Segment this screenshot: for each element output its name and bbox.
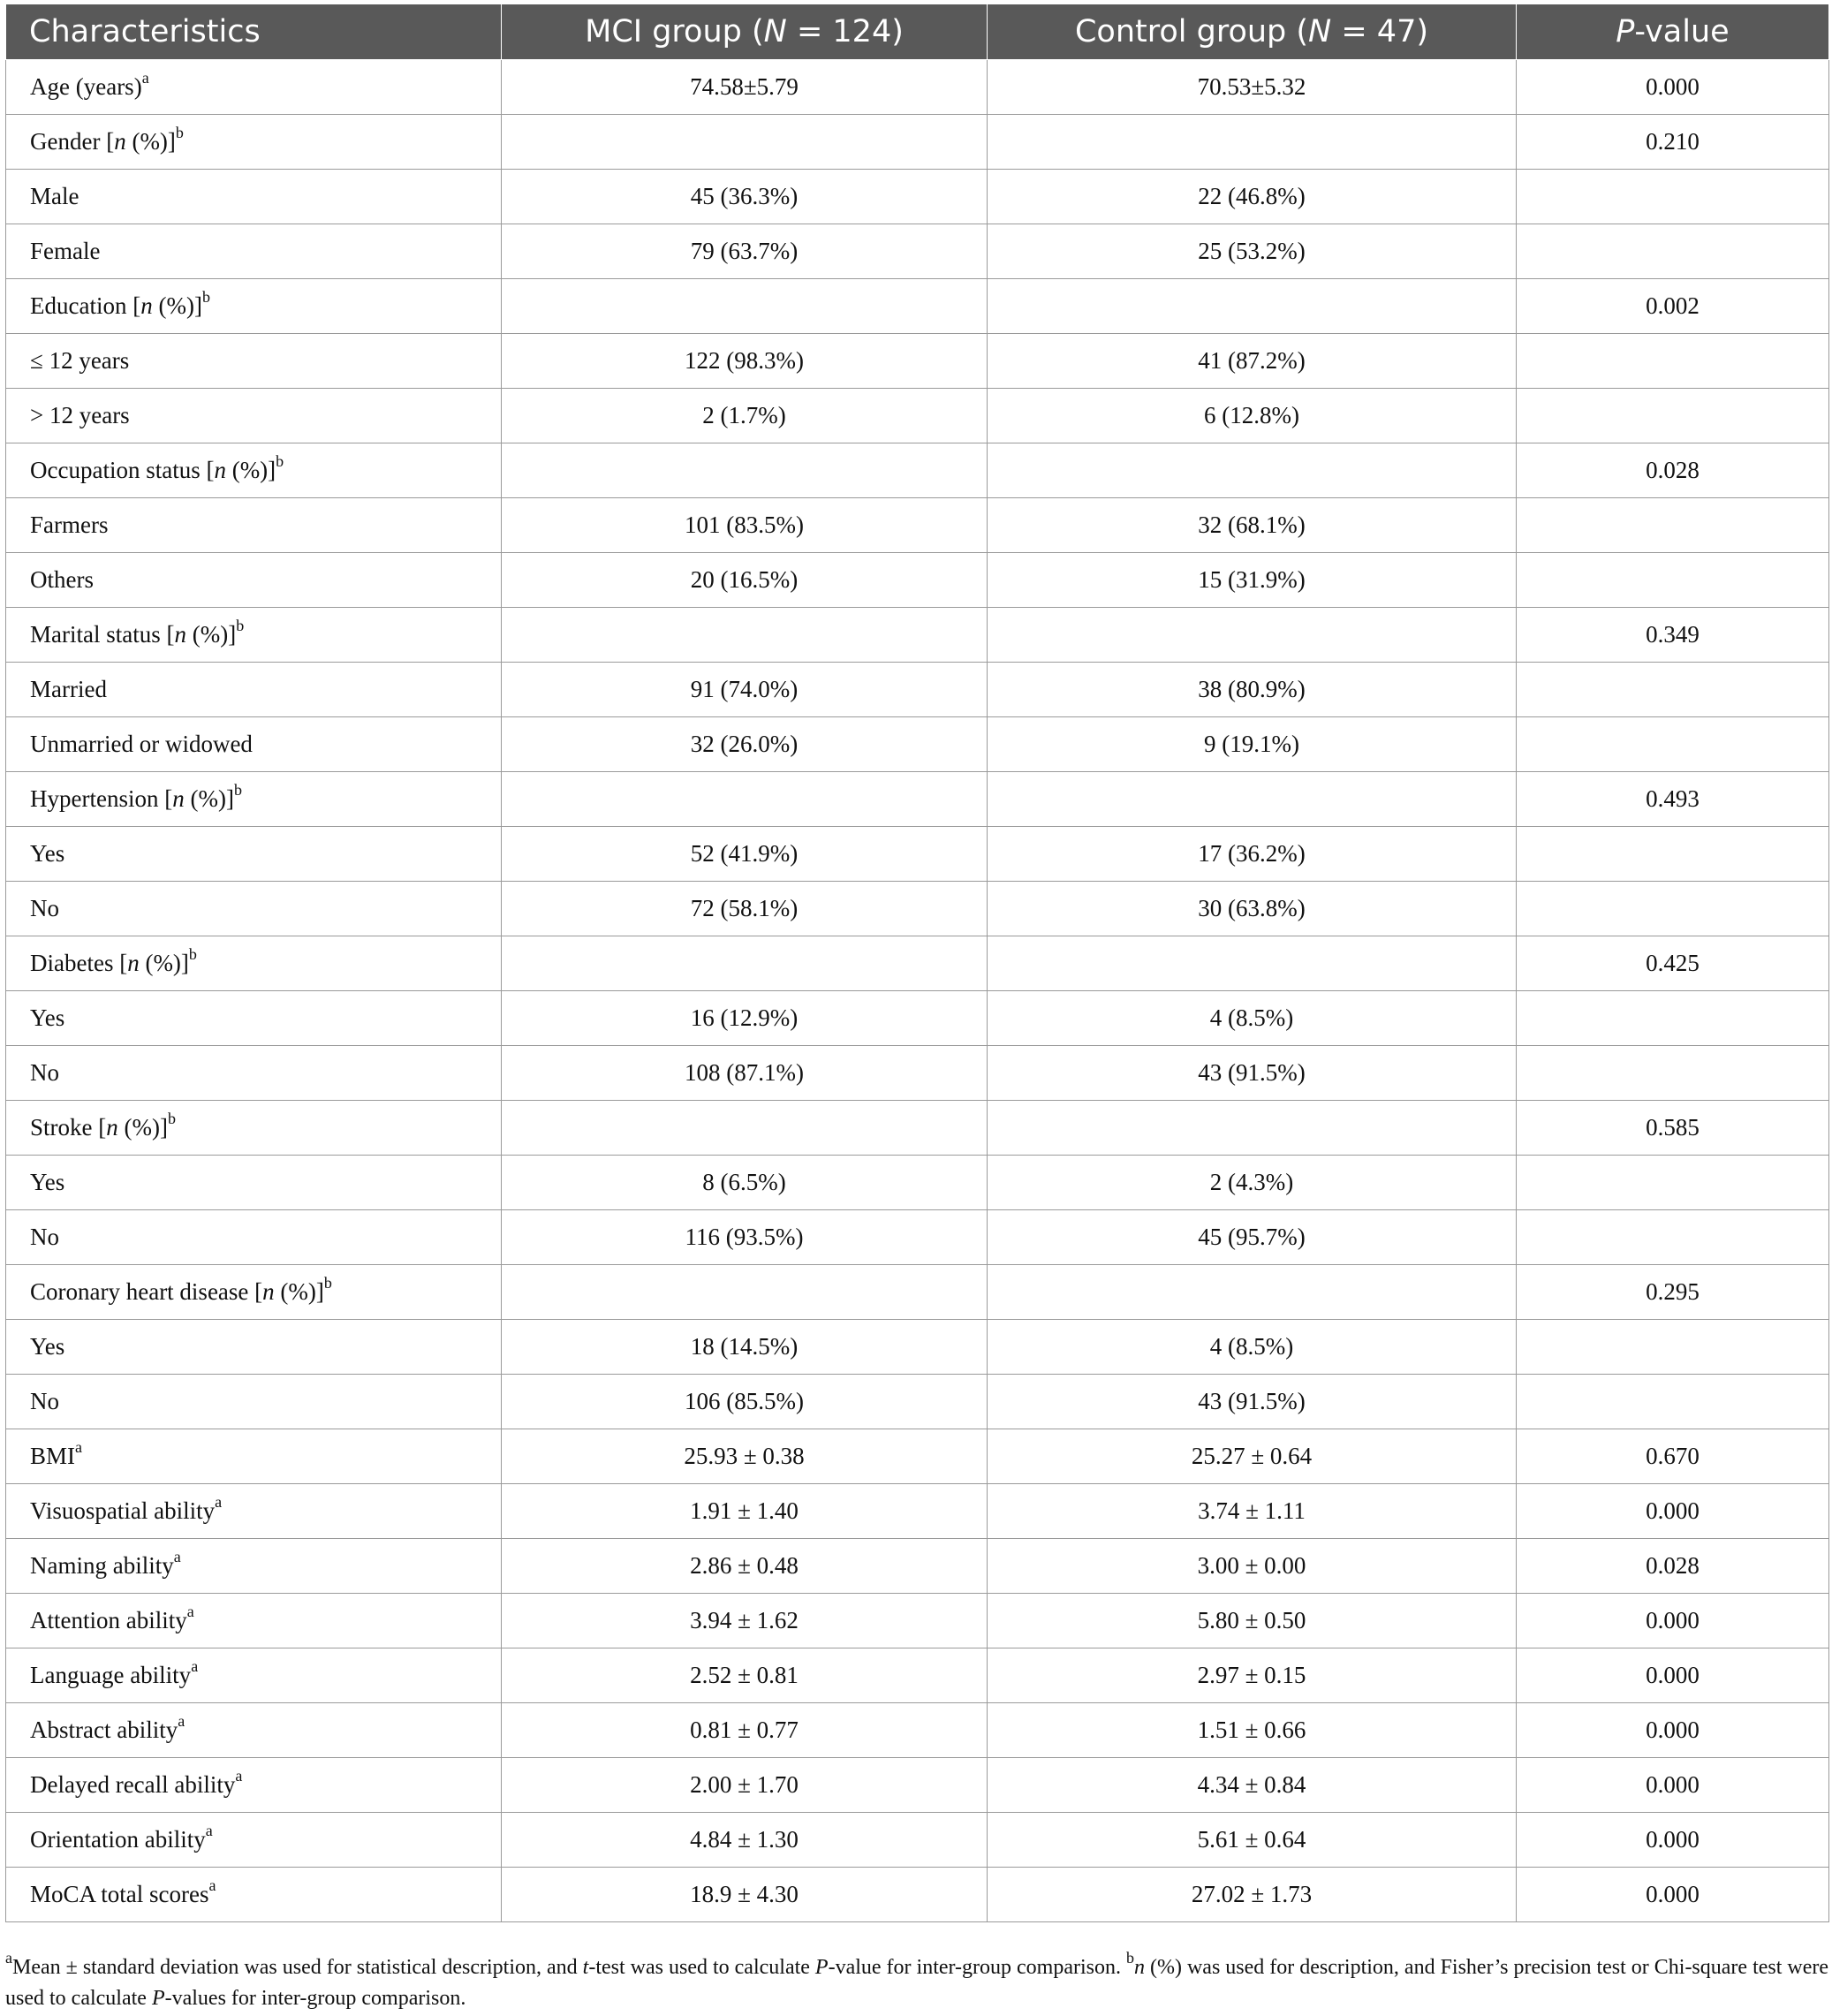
row-control-value: 43 (91.5%) [988, 1046, 1517, 1101]
row-p-value [1517, 882, 1829, 936]
row-control-value: 5.80 ± 0.50 [988, 1594, 1517, 1648]
row-p-value: 0.585 [1517, 1101, 1829, 1156]
table-row [6, 170, 1829, 224]
characteristic-label: Abstract ability [30, 1717, 178, 1743]
row-characteristic [6, 1539, 502, 1594]
table-row [6, 498, 1829, 553]
row-mci-value: 122 (98.3%) [502, 334, 988, 389]
row-mci-value: 1.91 ± 1.40 [502, 1484, 988, 1539]
row-characteristic [6, 717, 502, 772]
footnote-text: -test was used to calculate [588, 1956, 815, 1979]
characteristic-label: Stroke [ [30, 1114, 107, 1141]
row-characteristic [6, 1320, 502, 1375]
footnote-text: (%) was used for description, and Fisher’s precision test or Chi-square test were used to calculate [5, 1956, 1829, 2010]
row-mci-value [502, 115, 988, 170]
table-row [6, 1265, 1829, 1320]
characteristic-label: No [30, 895, 59, 921]
row-control-value: 15 (31.9%) [988, 553, 1517, 608]
row-mci-value: 20 (16.5%) [502, 553, 988, 608]
row-mci-value: 52 (41.9%) [502, 827, 988, 882]
table-row [6, 1320, 1829, 1375]
footnote-marker: a [191, 1657, 199, 1675]
table-row [6, 1813, 1829, 1868]
characteristic-label: Yes [30, 1169, 65, 1195]
characteristic-label-suffix: (%)] [139, 950, 189, 976]
table-row [6, 1484, 1829, 1539]
row-mci-value: 45 (36.3%) [502, 170, 988, 224]
table-row [6, 60, 1829, 115]
row-characteristic [6, 170, 502, 224]
row-control-value: 6 (12.8%) [988, 389, 1517, 443]
row-control-value [988, 1265, 1517, 1320]
characteristic-label-italic: n [106, 1114, 118, 1141]
row-p-value [1517, 991, 1829, 1046]
row-p-value [1517, 663, 1829, 717]
row-characteristic [6, 1210, 502, 1265]
characteristics-table [5, 4, 1829, 1922]
row-mci-value: 72 (58.1%) [502, 882, 988, 936]
table-row [6, 1210, 1829, 1265]
footnote-text: -value for inter-group comparison. [828, 1956, 1126, 1979]
footnote-marker: a [208, 1876, 216, 1894]
row-mci-value [502, 608, 988, 663]
footnote-text: Mean ± standard deviation was used for statistical description, and [12, 1956, 583, 1979]
row-mci-value [502, 936, 988, 991]
row-control-value: 43 (91.5%) [988, 1375, 1517, 1429]
characteristic-label: > 12 years [30, 402, 130, 428]
row-characteristic [6, 1813, 502, 1868]
footnote-text: P [151, 1987, 165, 2010]
row-characteristic [6, 498, 502, 553]
characteristic-label-italic: n [214, 457, 226, 483]
characteristics-table-container [5, 4, 1828, 1922]
row-characteristic [6, 443, 502, 498]
table-footnote [5, 1949, 1830, 2014]
row-mci-value: 2.52 ± 0.81 [502, 1648, 988, 1703]
characteristic-label: Language ability [30, 1662, 192, 1688]
row-p-value [1517, 1046, 1829, 1101]
characteristic-label: Yes [30, 1004, 65, 1031]
row-control-value [988, 279, 1517, 334]
row-mci-value: 101 (83.5%) [502, 498, 988, 553]
footnote-marker: a [205, 1822, 213, 1839]
row-control-value [988, 115, 1517, 170]
table-row [6, 334, 1829, 389]
row-control-value: 17 (36.2%) [988, 827, 1517, 882]
characteristic-label-suffix: (%)] [125, 128, 176, 155]
characteristic-label: Education [ [30, 292, 141, 319]
row-characteristic [6, 1758, 502, 1813]
header-control-group: Control group (N = 47) [988, 4, 1517, 60]
row-characteristic [6, 1594, 502, 1648]
row-p-value: 0.000 [1517, 60, 1829, 115]
table-row [6, 1703, 1829, 1758]
table-row [6, 389, 1829, 443]
table-row [6, 1429, 1829, 1484]
row-control-value: 22 (46.8%) [988, 170, 1517, 224]
row-mci-value [502, 1101, 988, 1156]
characteristic-label: Delayed recall ability [30, 1771, 236, 1798]
row-control-value [988, 443, 1517, 498]
footnote-marker: b [236, 617, 245, 634]
row-characteristic [6, 553, 502, 608]
footnote-text: -values for inter-group comparison. [164, 1987, 466, 2010]
row-control-value [988, 1101, 1517, 1156]
row-characteristic [6, 334, 502, 389]
row-p-value [1517, 1156, 1829, 1210]
table-row [6, 1375, 1829, 1429]
row-control-value: 25.27 ± 0.64 [988, 1429, 1517, 1484]
row-mci-value: 3.94 ± 1.62 [502, 1594, 988, 1648]
characteristic-label: BMI [30, 1443, 76, 1469]
row-mci-value: 4.84 ± 1.30 [502, 1813, 988, 1868]
characteristic-label-suffix: (%)] [117, 1114, 168, 1141]
footnote-marker: a [173, 1548, 181, 1565]
row-mci-value [502, 1265, 988, 1320]
characteristic-label-suffix: (%)] [152, 292, 202, 319]
row-characteristic [6, 115, 502, 170]
row-p-value [1517, 553, 1829, 608]
row-mci-value [502, 772, 988, 827]
footnote-marker: b [188, 945, 197, 963]
characteristic-label: Diabetes [ [30, 950, 128, 976]
row-control-value: 32 (68.1%) [988, 498, 1517, 553]
header-row [6, 4, 1829, 60]
header-p-value: P-value [1517, 4, 1829, 60]
row-characteristic [6, 1101, 502, 1156]
row-characteristic [6, 663, 502, 717]
table-row [6, 991, 1829, 1046]
footnote-text: n [1134, 1956, 1145, 1979]
characteristic-label-suffix: (%)] [185, 621, 237, 648]
row-mci-value: 0.81 ± 0.77 [502, 1703, 988, 1758]
characteristic-label-italic: n [140, 292, 153, 319]
table-row [6, 1046, 1829, 1101]
row-characteristic [6, 936, 502, 991]
row-mci-value: 16 (12.9%) [502, 991, 988, 1046]
row-control-value: 70.53±5.32 [988, 60, 1517, 115]
table-row [6, 1101, 1829, 1156]
characteristic-label-suffix: (%)] [225, 457, 276, 483]
row-characteristic [6, 1375, 502, 1429]
table-row [6, 553, 1829, 608]
row-control-value: 5.61 ± 0.64 [988, 1813, 1517, 1868]
footnote-marker: b [167, 1110, 176, 1127]
table-row [6, 1868, 1829, 1922]
table-row [6, 772, 1829, 827]
characteristic-label: Coronary heart disease [ [30, 1278, 263, 1305]
characteristic-label: Unmarried or widowed [30, 731, 253, 757]
row-characteristic [6, 1868, 502, 1922]
characteristic-label: Female [30, 238, 101, 264]
row-mci-value: 108 (87.1%) [502, 1046, 988, 1101]
characteristic-label: Orientation ability [30, 1826, 206, 1853]
table-row [6, 827, 1829, 882]
table-row [6, 608, 1829, 663]
row-mci-value: 32 (26.0%) [502, 717, 988, 772]
row-control-value: 3.00 ± 0.00 [988, 1539, 1517, 1594]
header-characteristics: Characteristics [6, 4, 502, 60]
row-mci-value: 2.86 ± 0.48 [502, 1539, 988, 1594]
row-p-value: 0.349 [1517, 608, 1829, 663]
footnote-marker: a [186, 1603, 194, 1620]
characteristic-label-italic: n [114, 128, 126, 155]
row-p-value: 0.002 [1517, 279, 1829, 334]
table-row [6, 1648, 1829, 1703]
row-mci-value: 91 (74.0%) [502, 663, 988, 717]
footnote-marker: b [276, 452, 284, 470]
row-mci-value: 74.58±5.79 [502, 60, 988, 115]
row-characteristic [6, 1156, 502, 1210]
row-mci-value [502, 279, 988, 334]
footnote-marker: a [215, 1493, 223, 1511]
row-p-value [1517, 224, 1829, 279]
characteristic-label: Others [30, 566, 94, 593]
row-mci-value: 2 (1.7%) [502, 389, 988, 443]
row-p-value: 0.493 [1517, 772, 1829, 827]
row-characteristic [6, 772, 502, 827]
row-p-value: 0.000 [1517, 1594, 1829, 1648]
table-row [6, 279, 1829, 334]
row-control-value: 38 (80.9%) [988, 663, 1517, 717]
table-row [6, 1758, 1829, 1813]
row-mci-value: 8 (6.5%) [502, 1156, 988, 1210]
table-row [6, 1539, 1829, 1594]
row-control-value: 4 (8.5%) [988, 991, 1517, 1046]
row-control-value: 25 (53.2%) [988, 224, 1517, 279]
row-control-value: 2.97 ± 0.15 [988, 1648, 1517, 1703]
characteristic-label: Attention ability [30, 1607, 187, 1633]
row-control-value [988, 936, 1517, 991]
row-characteristic [6, 608, 502, 663]
characteristic-label-italic: n [172, 785, 185, 812]
table-row [6, 663, 1829, 717]
table-row [6, 224, 1829, 279]
row-p-value [1517, 1320, 1829, 1375]
footnote-marker: a [178, 1712, 185, 1730]
row-p-value: 0.295 [1517, 1265, 1829, 1320]
footnote-marker: a [5, 1949, 12, 1967]
row-p-value [1517, 170, 1829, 224]
characteristic-label: No [30, 1224, 59, 1250]
footnote-marker: a [75, 1438, 83, 1456]
characteristic-label: Male [30, 183, 79, 209]
row-control-value: 4 (8.5%) [988, 1320, 1517, 1375]
row-p-value: 0.000 [1517, 1813, 1829, 1868]
row-p-value [1517, 389, 1829, 443]
footnote-marker: b [201, 288, 210, 306]
characteristic-label: Visuospatial ability [30, 1497, 216, 1524]
row-p-value: 0.000 [1517, 1758, 1829, 1813]
row-p-value [1517, 1375, 1829, 1429]
row-control-value: 3.74 ± 1.11 [988, 1484, 1517, 1539]
row-mci-value: 116 (93.5%) [502, 1210, 988, 1265]
table-row [6, 882, 1829, 936]
footnote-marker: a [235, 1767, 243, 1785]
footnote-marker: b [233, 781, 242, 799]
row-control-value: 45 (95.7%) [988, 1210, 1517, 1265]
row-p-value: 0.000 [1517, 1868, 1829, 1922]
row-control-value: 30 (63.8%) [988, 882, 1517, 936]
characteristic-label: Married [30, 676, 107, 702]
row-p-value: 0.425 [1517, 936, 1829, 991]
row-control-value: 41 (87.2%) [988, 334, 1517, 389]
row-mci-value: 2.00 ± 1.70 [502, 1758, 988, 1813]
row-mci-value: 18.9 ± 4.30 [502, 1868, 988, 1922]
row-mci-value [502, 443, 988, 498]
header-mci-group: MCI group (N = 124) [502, 4, 988, 60]
characteristic-label-italic: n [174, 621, 186, 648]
characteristic-label: Yes [30, 1333, 65, 1360]
characteristic-label: No [30, 1388, 59, 1414]
row-characteristic [6, 224, 502, 279]
row-p-value [1517, 498, 1829, 553]
row-control-value: 9 (19.1%) [988, 717, 1517, 772]
row-control-value: 27.02 ± 1.73 [988, 1868, 1517, 1922]
row-mci-value: 25.93 ± 0.38 [502, 1429, 988, 1484]
footnote-marker: b [323, 1274, 332, 1292]
footnote-marker: a [141, 69, 149, 87]
row-control-value [988, 608, 1517, 663]
row-characteristic [6, 991, 502, 1046]
row-control-value [988, 772, 1517, 827]
row-characteristic [6, 827, 502, 882]
footnote-text: t [582, 1956, 589, 1979]
row-mci-value: 18 (14.5%) [502, 1320, 988, 1375]
row-characteristic [6, 882, 502, 936]
row-p-value: 0.000 [1517, 1703, 1829, 1758]
footnote-marker: b [1126, 1949, 1134, 1967]
row-characteristic [6, 1265, 502, 1320]
characteristic-label: Farmers [30, 512, 109, 538]
row-characteristic [6, 1046, 502, 1101]
characteristic-label: ≤ 12 years [30, 347, 130, 374]
characteristic-label-italic: n [262, 1278, 275, 1305]
row-characteristic [6, 60, 502, 115]
row-characteristic [6, 1648, 502, 1703]
footnote-marker: b [175, 124, 184, 141]
row-p-value [1517, 827, 1829, 882]
characteristic-label: Yes [30, 840, 65, 867]
row-p-value: 0.028 [1517, 1539, 1829, 1594]
row-p-value [1517, 1210, 1829, 1265]
characteristic-label: Naming ability [30, 1552, 174, 1579]
table-row [6, 115, 1829, 170]
characteristic-label-suffix: (%)] [184, 785, 234, 812]
table-row [6, 717, 1829, 772]
table-header [6, 4, 1829, 60]
characteristic-label: MoCA total scores [30, 1881, 209, 1907]
table-row [6, 936, 1829, 991]
characteristic-label: Marital status [ [30, 621, 175, 648]
characteristic-label: No [30, 1059, 59, 1086]
row-p-value: 0.210 [1517, 115, 1829, 170]
table-body [6, 60, 1829, 1922]
row-characteristic [6, 279, 502, 334]
characteristic-label: Gender [ [30, 128, 115, 155]
row-p-value [1517, 717, 1829, 772]
row-p-value: 0.000 [1517, 1648, 1829, 1703]
table-row [6, 443, 1829, 498]
characteristic-label-suffix: (%)] [274, 1278, 324, 1305]
characteristic-label: Age (years) [30, 73, 142, 100]
row-characteristic [6, 1484, 502, 1539]
footnote-text: P [814, 1956, 829, 1979]
row-control-value: 2 (4.3%) [988, 1156, 1517, 1210]
row-mci-value: 106 (85.5%) [502, 1375, 988, 1429]
table-row [6, 1156, 1829, 1210]
row-p-value: 0.670 [1517, 1429, 1829, 1484]
row-control-value: 1.51 ± 0.66 [988, 1703, 1517, 1758]
row-p-value: 0.000 [1517, 1484, 1829, 1539]
characteristic-label-italic: n [127, 950, 140, 976]
row-characteristic [6, 1703, 502, 1758]
row-p-value: 0.028 [1517, 443, 1829, 498]
row-mci-value: 79 (63.7%) [502, 224, 988, 279]
characteristic-label: Occupation status [ [30, 457, 215, 483]
row-p-value [1517, 334, 1829, 389]
row-characteristic [6, 389, 502, 443]
row-characteristic [6, 1429, 502, 1484]
table-row [6, 1594, 1829, 1648]
characteristic-label: Hypertension [ [30, 785, 173, 812]
row-control-value: 4.34 ± 0.84 [988, 1758, 1517, 1813]
